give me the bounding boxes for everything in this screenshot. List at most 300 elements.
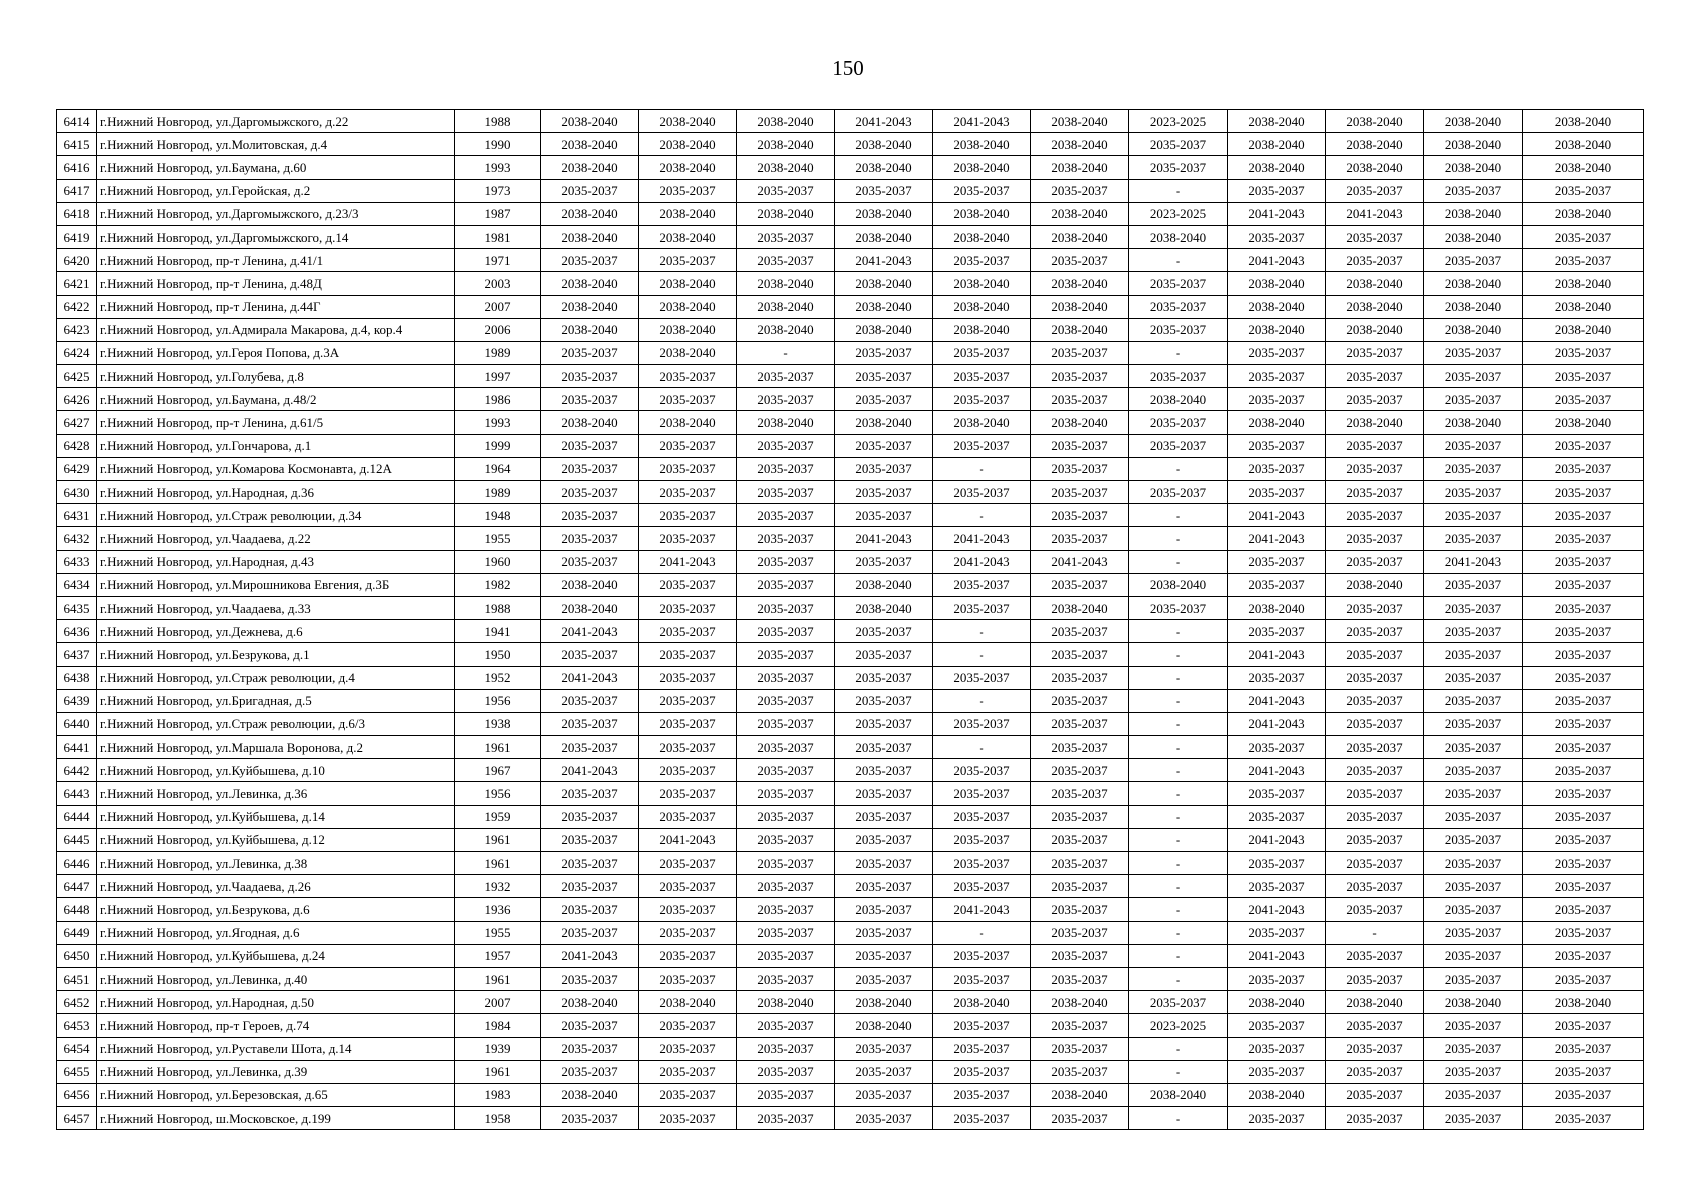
period-4-cell: 2038-2040 [835,202,933,225]
period-2-cell: 2035-2037 [639,736,737,759]
period-3-cell: 2035-2037 [737,365,835,388]
row-number-cell: 6437 [57,643,97,666]
period-9-cell: 2035-2037 [1326,225,1424,248]
period-4-cell: 2038-2040 [835,596,933,619]
period-6-cell: 2035-2037 [1031,1037,1129,1060]
period-6-cell: 2035-2037 [1031,481,1129,504]
period-4-cell: 2035-2037 [835,1060,933,1083]
period-10-cell: 2035-2037 [1424,782,1523,805]
period-7-cell: 2035-2037 [1129,991,1228,1014]
registry-body [57,110,1644,1130]
period-6-cell: 2035-2037 [1031,179,1129,202]
period-3-cell: 2035-2037 [737,782,835,805]
period-6-cell: 2035-2037 [1031,1107,1129,1130]
table-row [57,991,1644,1014]
period-6-cell: 2035-2037 [1031,921,1129,944]
period-11-cell: 2035-2037 [1523,967,1644,990]
period-1-cell: 2038-2040 [541,318,639,341]
period-11-cell: 2035-2037 [1523,782,1644,805]
period-2-cell: 2038-2040 [639,341,737,364]
year-cell: 1997 [455,365,541,388]
period-9-cell: 2035-2037 [1326,759,1424,782]
row-number-cell: 6414 [57,110,97,133]
period-8-cell: 2035-2037 [1228,921,1326,944]
period-9-cell: 2035-2037 [1326,388,1424,411]
address-cell: г.Нижний Новгород, ул.Страж революции, д.6/3 [97,712,455,735]
row-number-cell: 6418 [57,202,97,225]
year-cell: 1961 [455,828,541,851]
period-7-cell: 2023-2025 [1129,202,1228,225]
year-cell: 1955 [455,921,541,944]
period-11-cell: 2038-2040 [1523,156,1644,179]
table-row [57,1083,1644,1106]
period-10-cell: 2035-2037 [1424,921,1523,944]
table-row [57,875,1644,898]
table-row [57,620,1644,643]
year-cell: 1967 [455,759,541,782]
period-10-cell: 2035-2037 [1424,898,1523,921]
period-4-cell: 2041-2043 [835,110,933,133]
period-10-cell: 2038-2040 [1424,318,1523,341]
period-8-cell: 2035-2037 [1228,1107,1326,1130]
period-2-cell: 2038-2040 [639,272,737,295]
period-7-cell: - [1129,852,1228,875]
period-1-cell: 2035-2037 [541,481,639,504]
period-6-cell: 2038-2040 [1031,1083,1129,1106]
row-number-cell: 6455 [57,1060,97,1083]
period-5-cell: 2035-2037 [933,967,1031,990]
year-cell: 1993 [455,156,541,179]
period-6-cell: 2038-2040 [1031,156,1129,179]
address-cell: г.Нижний Новгород, ул.Комарова Космонавта, д.12А [97,457,455,480]
period-1-cell: 2038-2040 [541,991,639,1014]
period-6-cell: 2035-2037 [1031,736,1129,759]
row-number-cell: 6432 [57,527,97,550]
year-cell: 1957 [455,944,541,967]
period-7-cell: 2035-2037 [1129,596,1228,619]
period-10-cell: 2035-2037 [1424,1083,1523,1106]
period-5-cell: 2041-2043 [933,550,1031,573]
row-number-cell: 6438 [57,666,97,689]
table-row [57,1060,1644,1083]
period-2-cell: 2035-2037 [639,481,737,504]
period-9-cell: 2035-2037 [1326,782,1424,805]
period-11-cell: 2035-2037 [1523,550,1644,573]
period-6-cell: 2035-2037 [1031,782,1129,805]
period-2-cell: 2035-2037 [639,967,737,990]
address-cell: г.Нижний Новгород, ул.Даргомыжского, д.22 [97,110,455,133]
row-number-cell: 6430 [57,481,97,504]
period-1-cell: 2035-2037 [541,504,639,527]
period-9-cell: 2035-2037 [1326,249,1424,272]
address-cell: г.Нижний Новгород, ул.Даргомыжского, д.23/3 [97,202,455,225]
period-4-cell: 2035-2037 [835,712,933,735]
period-3-cell: 2035-2037 [737,759,835,782]
period-9-cell: 2038-2040 [1326,110,1424,133]
year-cell: 1987 [455,202,541,225]
period-3-cell: 2035-2037 [737,1014,835,1037]
period-3-cell: 2035-2037 [737,550,835,573]
period-1-cell: 2035-2037 [541,967,639,990]
period-11-cell: 2035-2037 [1523,341,1644,364]
period-11-cell: 2035-2037 [1523,898,1644,921]
year-cell: 2007 [455,991,541,1014]
period-5-cell: - [933,504,1031,527]
period-8-cell: 2041-2043 [1228,944,1326,967]
period-1-cell: 2035-2037 [541,643,639,666]
period-11-cell: 2035-2037 [1523,596,1644,619]
year-cell: 1960 [455,550,541,573]
period-7-cell: - [1129,643,1228,666]
period-1-cell: 2035-2037 [541,249,639,272]
address-cell: г.Нижний Новгород, ул.Безрукова, д.1 [97,643,455,666]
period-1-cell: 2041-2043 [541,944,639,967]
period-3-cell: 2038-2040 [737,411,835,434]
period-2-cell: 2035-2037 [639,504,737,527]
table-row [57,365,1644,388]
period-3-cell: 2035-2037 [737,527,835,550]
period-1-cell: 2035-2037 [541,875,639,898]
period-6-cell: 2038-2040 [1031,295,1129,318]
period-7-cell: - [1129,1037,1228,1060]
page-number: 150 [832,56,864,80]
period-2-cell: 2038-2040 [639,133,737,156]
period-9-cell: 2035-2037 [1326,620,1424,643]
address-cell: г.Нижний Новгород, ул.Даргомыжского, д.14 [97,225,455,248]
period-2-cell: 2035-2037 [639,689,737,712]
period-8-cell: 2041-2043 [1228,527,1326,550]
period-8-cell: 2035-2037 [1228,573,1326,596]
period-1-cell: 2035-2037 [541,805,639,828]
row-number-cell: 6436 [57,620,97,643]
period-2-cell: 2035-2037 [639,179,737,202]
period-7-cell: - [1129,805,1228,828]
period-10-cell: 2035-2037 [1424,1107,1523,1130]
period-3-cell: 2035-2037 [737,1060,835,1083]
period-2-cell: 2035-2037 [639,527,737,550]
period-1-cell: 2038-2040 [541,411,639,434]
period-6-cell: 2035-2037 [1031,457,1129,480]
address-cell: г.Нижний Новгород, ул.Куйбышева, д.10 [97,759,455,782]
period-6-cell: 2035-2037 [1031,689,1129,712]
year-cell: 1932 [455,875,541,898]
row-number-cell: 6416 [57,156,97,179]
period-9-cell: 2035-2037 [1326,550,1424,573]
period-5-cell: 2035-2037 [933,852,1031,875]
period-11-cell: 2038-2040 [1523,110,1644,133]
period-5-cell: 2035-2037 [933,1083,1031,1106]
period-1-cell: 2038-2040 [541,156,639,179]
period-9-cell: 2035-2037 [1326,666,1424,689]
period-5-cell: 2038-2040 [933,295,1031,318]
period-9-cell: 2038-2040 [1326,156,1424,179]
period-8-cell: 2035-2037 [1228,620,1326,643]
period-11-cell: 2035-2037 [1523,1060,1644,1083]
period-11-cell: 2035-2037 [1523,1083,1644,1106]
period-11-cell: 2035-2037 [1523,689,1644,712]
year-cell: 1993 [455,411,541,434]
period-11-cell: 2035-2037 [1523,852,1644,875]
period-8-cell: 2041-2043 [1228,202,1326,225]
period-10-cell: 2035-2037 [1424,573,1523,596]
address-cell: г.Нижний Новгород, ул.Руставели Шота, д.14 [97,1037,455,1060]
row-number-cell: 6453 [57,1014,97,1037]
period-9-cell: 2041-2043 [1326,202,1424,225]
period-11-cell: 2035-2037 [1523,921,1644,944]
period-10-cell: 2035-2037 [1424,620,1523,643]
year-cell: 1956 [455,782,541,805]
address-cell: г.Нижний Новгород, ул.Куйбышева, д.24 [97,944,455,967]
period-3-cell: 2038-2040 [737,202,835,225]
period-5-cell: 2035-2037 [933,596,1031,619]
period-4-cell: 2038-2040 [835,295,933,318]
period-4-cell: 2038-2040 [835,225,933,248]
period-11-cell: 2035-2037 [1523,388,1644,411]
period-4-cell: 2035-2037 [835,944,933,967]
period-1-cell: 2038-2040 [541,272,639,295]
period-3-cell: 2035-2037 [737,434,835,457]
period-1-cell: 2038-2040 [541,573,639,596]
period-7-cell: - [1129,179,1228,202]
row-number-cell: 6431 [57,504,97,527]
table-row [57,272,1644,295]
row-number-cell: 6424 [57,341,97,364]
row-number-cell: 6442 [57,759,97,782]
period-8-cell: 2035-2037 [1228,852,1326,875]
period-8-cell: 2035-2037 [1228,481,1326,504]
period-7-cell: - [1129,689,1228,712]
period-6-cell: 2035-2037 [1031,875,1129,898]
table-row [57,434,1644,457]
period-2-cell: 2035-2037 [639,1107,737,1130]
table-row [57,550,1644,573]
table-row [57,1014,1644,1037]
period-3-cell: 2035-2037 [737,805,835,828]
period-11-cell: 2038-2040 [1523,411,1644,434]
period-7-cell: - [1129,967,1228,990]
period-6-cell: 2035-2037 [1031,1060,1129,1083]
period-7-cell: 2038-2040 [1129,225,1228,248]
table-row [57,504,1644,527]
period-7-cell: - [1129,1060,1228,1083]
period-8-cell: 2035-2037 [1228,365,1326,388]
year-cell: 2003 [455,272,541,295]
row-number-cell: 6433 [57,550,97,573]
period-8-cell: 2041-2043 [1228,898,1326,921]
period-9-cell: 2038-2040 [1326,272,1424,295]
period-6-cell: 2035-2037 [1031,666,1129,689]
period-1-cell: 2038-2040 [541,133,639,156]
period-10-cell: 2035-2037 [1424,1037,1523,1060]
period-4-cell: 2035-2037 [835,828,933,851]
period-9-cell: 2035-2037 [1326,434,1424,457]
period-4-cell: 2035-2037 [835,504,933,527]
period-11-cell: 2035-2037 [1523,527,1644,550]
period-11-cell: 2035-2037 [1523,1107,1644,1130]
period-7-cell: 2035-2037 [1129,156,1228,179]
period-2-cell: 2035-2037 [639,898,737,921]
period-2-cell: 2035-2037 [639,875,737,898]
period-10-cell: 2035-2037 [1424,434,1523,457]
period-10-cell: 2035-2037 [1424,967,1523,990]
address-cell: г.Нижний Новгород, пр-т Героев, д.74 [97,1014,455,1037]
period-1-cell: 2035-2037 [541,179,639,202]
period-6-cell: 2035-2037 [1031,249,1129,272]
period-6-cell: 2035-2037 [1031,852,1129,875]
period-2-cell: 2035-2037 [639,457,737,480]
period-7-cell: 2035-2037 [1129,133,1228,156]
period-11-cell: 2035-2037 [1523,875,1644,898]
period-5-cell: - [933,620,1031,643]
period-5-cell: - [933,921,1031,944]
period-4-cell: 2038-2040 [835,272,933,295]
period-2-cell: 2038-2040 [639,991,737,1014]
period-7-cell: - [1129,457,1228,480]
period-10-cell: 2038-2040 [1424,991,1523,1014]
row-number-cell: 6446 [57,852,97,875]
period-7-cell: 2035-2037 [1129,365,1228,388]
period-10-cell: 2038-2040 [1424,110,1523,133]
period-4-cell: 2035-2037 [835,875,933,898]
period-7-cell: - [1129,712,1228,735]
period-2-cell: 2035-2037 [639,249,737,272]
period-11-cell: 2035-2037 [1523,573,1644,596]
period-3-cell: 2035-2037 [737,898,835,921]
period-10-cell: 2035-2037 [1424,388,1523,411]
address-cell: г.Нижний Новгород, пр-т Ленина, д.41/1 [97,249,455,272]
table-row [57,736,1644,759]
period-2-cell: 2038-2040 [639,156,737,179]
period-3-cell: 2035-2037 [737,643,835,666]
year-cell: 1988 [455,110,541,133]
period-5-cell: 2038-2040 [933,318,1031,341]
row-number-cell: 6452 [57,991,97,1014]
period-10-cell: 2035-2037 [1424,1060,1523,1083]
period-4-cell: 2035-2037 [835,341,933,364]
period-7-cell: - [1129,550,1228,573]
period-5-cell: 2035-2037 [933,388,1031,411]
period-4-cell: 2035-2037 [835,179,933,202]
period-4-cell: 2035-2037 [835,736,933,759]
period-6-cell: 2038-2040 [1031,411,1129,434]
address-cell: г.Нижний Новгород, ул.Народная, д.50 [97,991,455,1014]
period-3-cell: 2035-2037 [737,736,835,759]
period-10-cell: 2035-2037 [1424,944,1523,967]
year-cell: 1989 [455,341,541,364]
period-4-cell: 2035-2037 [835,805,933,828]
period-5-cell: 2035-2037 [933,828,1031,851]
year-cell: 1938 [455,712,541,735]
period-2-cell: 2035-2037 [639,365,737,388]
period-4-cell: 2035-2037 [835,782,933,805]
period-10-cell: 2041-2043 [1424,550,1523,573]
period-6-cell: 2038-2040 [1031,133,1129,156]
period-3-cell: 2035-2037 [737,573,835,596]
period-3-cell: 2038-2040 [737,110,835,133]
period-2-cell: 2041-2043 [639,550,737,573]
period-7-cell: 2023-2025 [1129,110,1228,133]
address-cell: г.Нижний Новгород, ул.Чаадаева, д.26 [97,875,455,898]
period-3-cell: 2035-2037 [737,944,835,967]
period-5-cell: 2035-2037 [933,365,1031,388]
period-3-cell: 2035-2037 [737,666,835,689]
period-8-cell: 2041-2043 [1228,689,1326,712]
period-2-cell: 2035-2037 [639,666,737,689]
period-4-cell: 2035-2037 [835,1037,933,1060]
period-6-cell: 2038-2040 [1031,318,1129,341]
row-number-cell: 6439 [57,689,97,712]
row-number-cell: 6448 [57,898,97,921]
period-1-cell: 2041-2043 [541,620,639,643]
period-8-cell: 2041-2043 [1228,643,1326,666]
period-10-cell: 2035-2037 [1424,1014,1523,1037]
period-4-cell: 2038-2040 [835,411,933,434]
year-cell: 1961 [455,967,541,990]
period-3-cell: 2035-2037 [737,852,835,875]
period-9-cell: 2035-2037 [1326,875,1424,898]
period-1-cell: 2035-2037 [541,550,639,573]
period-4-cell: 2038-2040 [835,991,933,1014]
period-4-cell: 2038-2040 [835,133,933,156]
period-2-cell: 2035-2037 [639,944,737,967]
period-8-cell: 2035-2037 [1228,736,1326,759]
year-cell: 1961 [455,1060,541,1083]
address-cell: г.Нижний Новгород, ул.Баумана, д.60 [97,156,455,179]
period-11-cell: 2035-2037 [1523,828,1644,851]
period-9-cell: 2035-2037 [1326,967,1424,990]
period-8-cell: 2035-2037 [1228,341,1326,364]
period-8-cell: 2041-2043 [1228,828,1326,851]
period-10-cell: 2035-2037 [1424,596,1523,619]
period-8-cell: 2035-2037 [1228,967,1326,990]
period-6-cell: 2041-2043 [1031,550,1129,573]
row-number-cell: 6457 [57,1107,97,1130]
period-10-cell: 2038-2040 [1424,133,1523,156]
period-3-cell: 2035-2037 [737,1037,835,1060]
period-8-cell: 2035-2037 [1228,457,1326,480]
period-1-cell: 2035-2037 [541,1014,639,1037]
table-row [57,759,1644,782]
row-number-cell: 6450 [57,944,97,967]
address-cell: г.Нижний Новгород, ул.Левинка, д.39 [97,1060,455,1083]
period-8-cell: 2038-2040 [1228,318,1326,341]
address-cell: г.Нижний Новгород, ул.Куйбышева, д.12 [97,828,455,851]
address-cell: г.Нижний Новгород, ул.Дежнева, д.6 [97,620,455,643]
period-6-cell: 2038-2040 [1031,202,1129,225]
period-8-cell: 2035-2037 [1228,388,1326,411]
period-8-cell: 2038-2040 [1228,156,1326,179]
period-6-cell: 2035-2037 [1031,434,1129,457]
period-10-cell: 2035-2037 [1424,736,1523,759]
period-2-cell: 2035-2037 [639,1083,737,1106]
row-number-cell: 6421 [57,272,97,295]
period-10-cell: 2035-2037 [1424,875,1523,898]
period-8-cell: 2035-2037 [1228,1060,1326,1083]
year-cell: 1964 [455,457,541,480]
period-5-cell: 2038-2040 [933,156,1031,179]
row-number-cell: 6440 [57,712,97,735]
period-9-cell: 2035-2037 [1326,1014,1424,1037]
period-9-cell: 2035-2037 [1326,944,1424,967]
period-9-cell: 2035-2037 [1326,689,1424,712]
period-6-cell: 2035-2037 [1031,1014,1129,1037]
period-8-cell: 2041-2043 [1228,712,1326,735]
period-1-cell: 2035-2037 [541,1060,639,1083]
period-8-cell: 2038-2040 [1228,272,1326,295]
period-5-cell: 2038-2040 [933,202,1031,225]
period-1-cell: 2035-2037 [541,782,639,805]
period-11-cell: 2035-2037 [1523,666,1644,689]
